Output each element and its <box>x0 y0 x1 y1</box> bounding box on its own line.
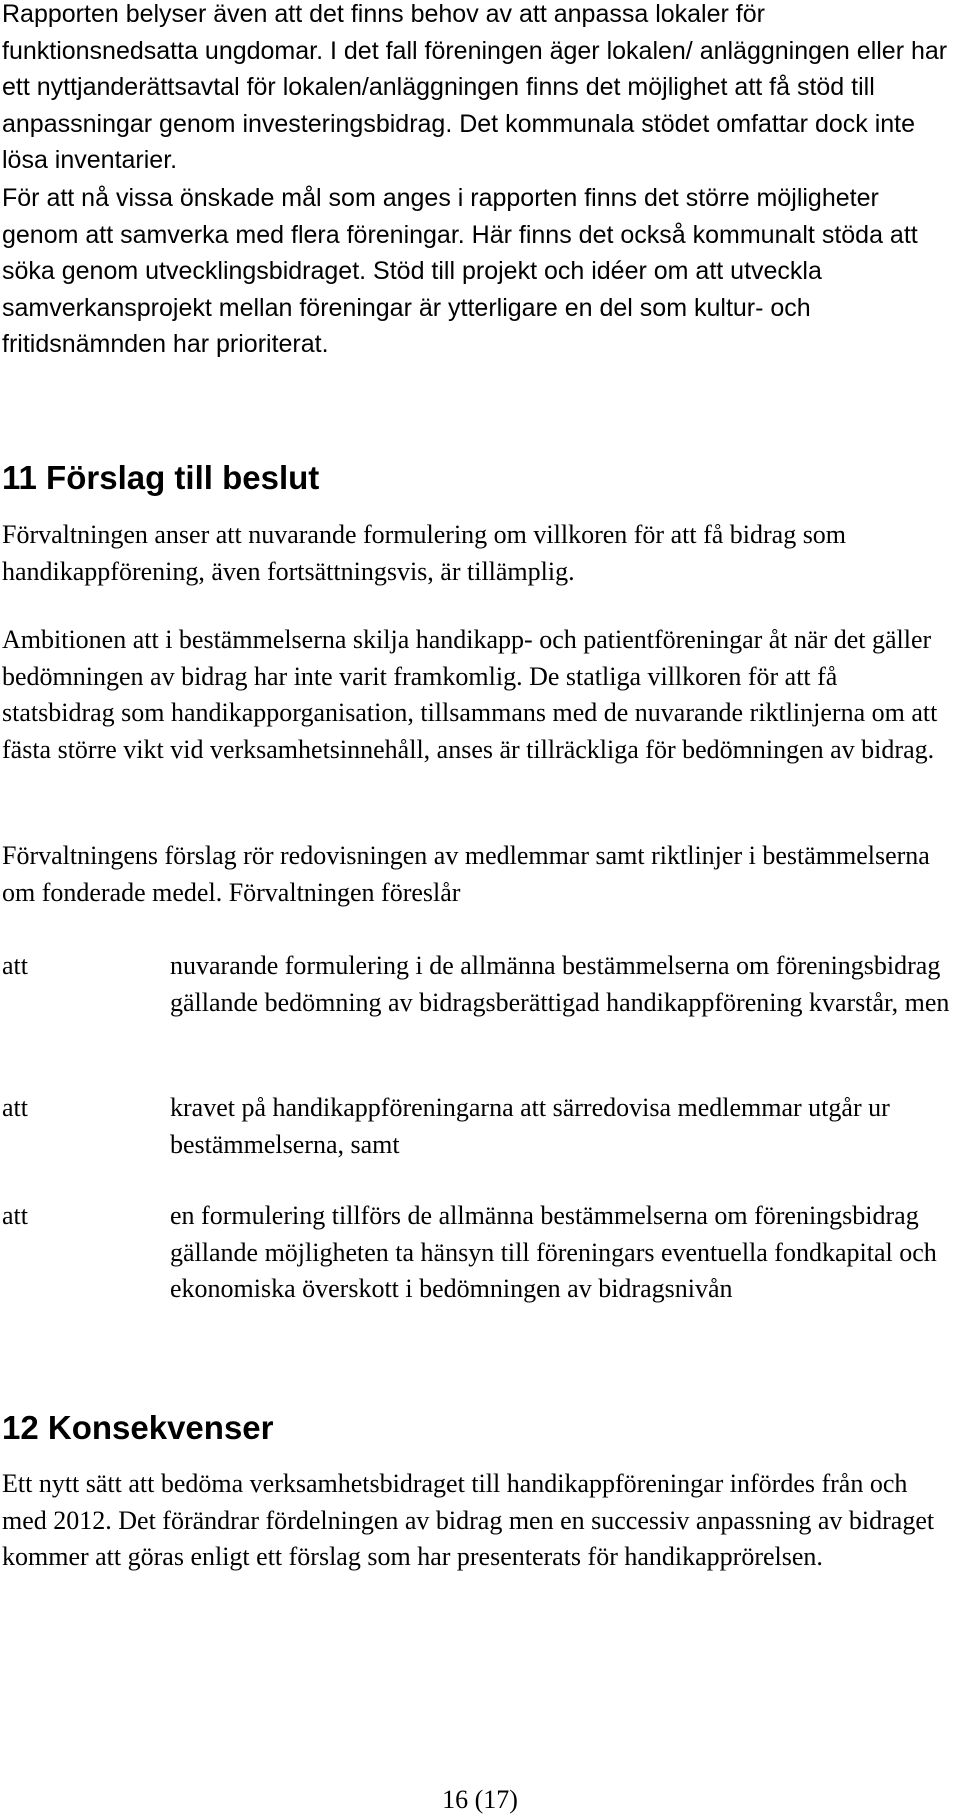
intro-paragraph-2: För att nå vissa önskade mål som anges i rapporten finns det större möjligheter genom att samverka med flera föreningar. Här finns det också kommunalt stöda att söka genom utvecklingsbidraget. Stöd till projekt och idéer om att utveckla samverkansprojekt mellan föreningar är ytterligare en del som kultur- och fritidsnämnden har prioriterat. <box>2 184 918 358</box>
list-item-1-marker: att <box>2 951 28 980</box>
list-item-2-text: kravet på handikappföreningarna att särredovisa medlemmar utgår ur bestämmelserna, samt <box>170 1093 890 1159</box>
list-item-3-marker: att <box>2 1201 28 1230</box>
section-12-heading: 12 Konsekvenser <box>2 1409 274 1446</box>
section-12-paragraph-1: Ett nytt sätt att bedöma verksamhetsbidraget till handikappföreningar infördes från och med 2012. Det förändrar fördelningen av bidrag men en successiv anpassning av bidraget kommer att göras enligt ett förslag som har presenterats för handikapprörelsen. <box>2 1469 935 1571</box>
intro-paragraph-1: Rapporten belyser även att det finns behov av att anpassa lokaler för funktionsnedsatta ungdomar. I det fall föreningen äger lokalen/ anläggningen eller har ett nyttjanderättsavtal för lokalen/anläggningen finns det möjlighet att få stöd till anpassningar genom investeringsbidrag. Det kommunala stödet omfattar dock inte lösa inventarier. <box>2 0 948 174</box>
section-11-paragraph-1: Förvaltningen anser att nuvarande formulering om villkoren för att få bidrag som handikappförening, även fortsättningsvis, är tillämplig. <box>2 520 847 586</box>
section-11-paragraph-2: Ambitionen att i bestämmelserna skilja handikapp- och patientföreningar åt när det gäller bedömningen av bidrag har inte varit framkomlig. De statliga villkoren för att få statsbidrag som handikapporganisation, tillsammans med de nuvarande riktlinjerna om att fästa större vikt vid verksamhetsinnehåll, anses är tillräckliga för bedömningen av bidrag. <box>2 625 938 764</box>
list-item-3-text: en formulering tillförs de allmänna bestämmelserna om föreningsbidrag gällande möjligheten ta hänsyn till föreningars eventuella fondkapital och ekonomiska överskott i bedömningen av bidragsnivån <box>170 1201 937 1303</box>
list-item-1-text: nuvarande formulering i de allmänna bestämmelserna om föreningsbidrag gällande bedömning av bidragsberättigad handikappförening kvarstår, men <box>170 951 950 1017</box>
section-11-paragraph-3: Förvaltningens förslag rör redovisningen av medlemmar samt riktlinjer i bestämmelserna om fonderade medel. Förvaltningen föreslår <box>2 841 930 907</box>
section-11-heading: 11 Förslag till beslut <box>2 459 320 496</box>
page-number: 16 (17) <box>442 1785 518 1814</box>
list-item-2-marker: att <box>2 1093 28 1122</box>
